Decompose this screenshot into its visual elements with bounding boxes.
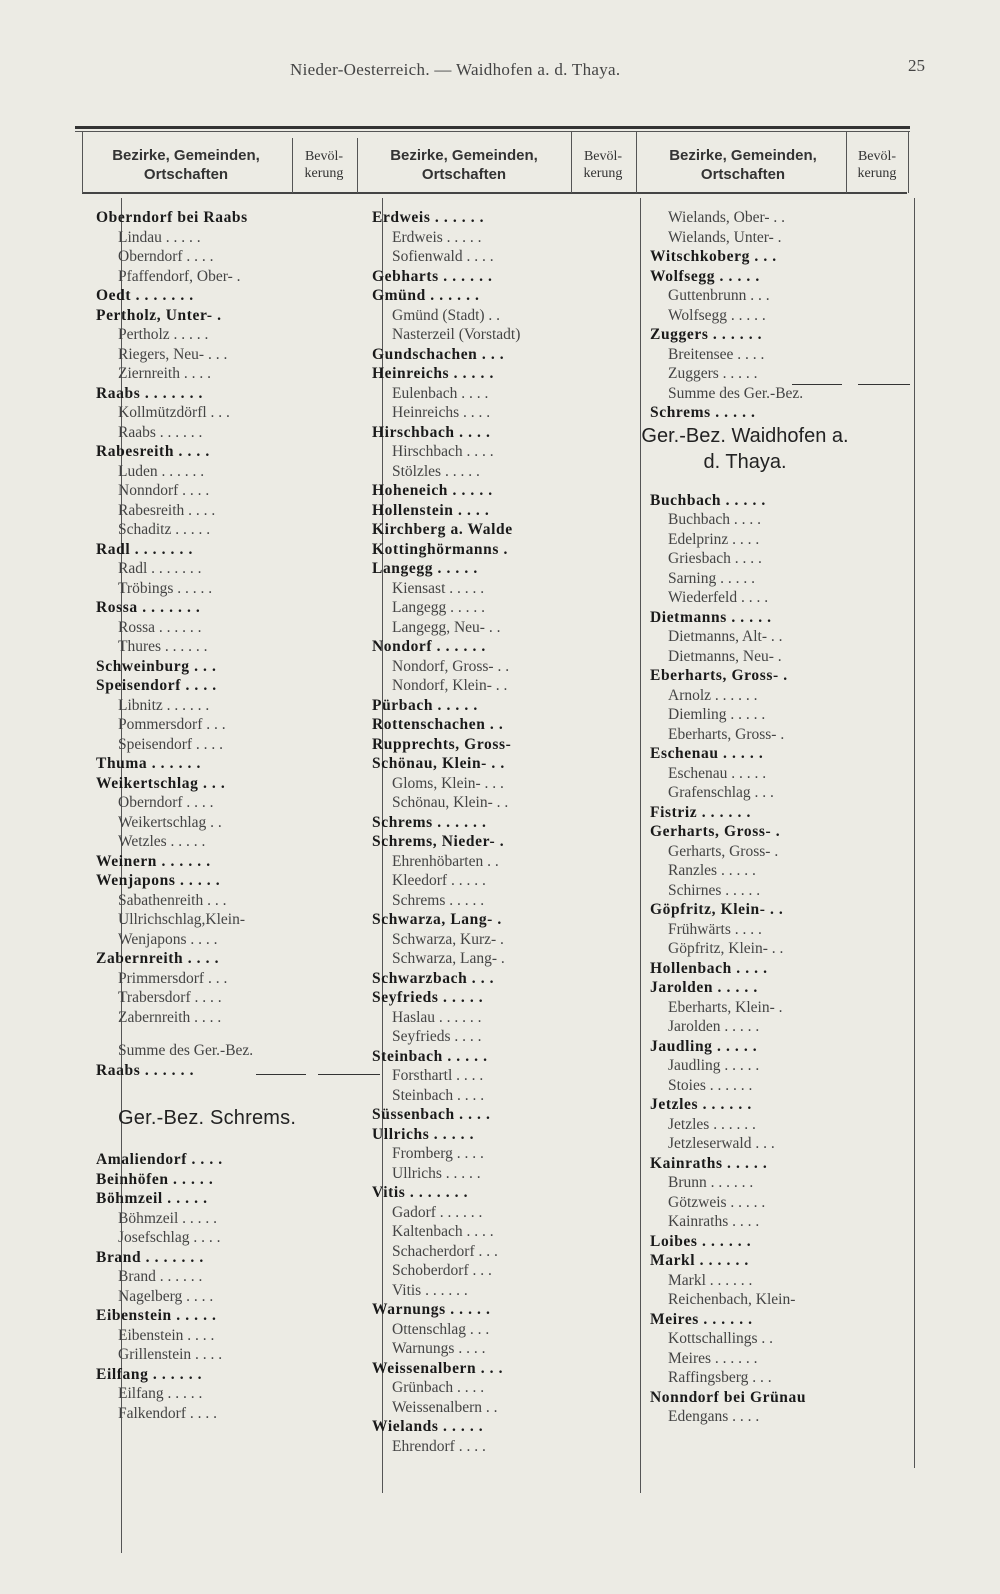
place-header-line2: Ortschaften bbox=[421, 166, 507, 183]
column-divider bbox=[357, 138, 358, 193]
pop-header-line1: Bevöl- bbox=[583, 149, 623, 164]
municipality-name: Göpfritz, Klein- . . bbox=[650, 901, 784, 918]
sum-rule bbox=[792, 384, 842, 385]
municipality-name: Eberharts, Gross- . bbox=[650, 667, 788, 684]
pop-header-col3 bbox=[846, 140, 908, 190]
place-name: Nondorf, Gross- . . bbox=[392, 657, 510, 675]
place-name: Luden . . . . . . bbox=[118, 462, 205, 480]
place-name: Rossa . . . . . . bbox=[118, 618, 202, 636]
municipality-name: Weissenalbern . . . bbox=[372, 1359, 504, 1377]
place-name: Schrems . . . . . bbox=[392, 891, 485, 909]
place-name: Ehrendorf . . . . bbox=[392, 1437, 486, 1455]
place-name: Wielands, Ober- . . bbox=[668, 209, 785, 226]
place-name: Hirschbach . . . . bbox=[392, 443, 494, 460]
place-name: Eilfang . . . . . bbox=[118, 1385, 203, 1402]
place-name: Wetzles . . . . . bbox=[118, 833, 206, 850]
place-name: Schwarza, Kurz- . bbox=[392, 930, 504, 948]
place-name: Pertholz . . . . . bbox=[118, 326, 209, 343]
place-name: Frühwärts . . . . bbox=[668, 920, 762, 938]
place-name: Seyfrieds . . . . bbox=[392, 1028, 482, 1045]
place-header-line1: Bezirke, Gemeinden, bbox=[669, 147, 817, 164]
municipality-name: Jetzles . . . . . . bbox=[650, 1096, 752, 1113]
column-divider bbox=[82, 131, 83, 193]
column-divider bbox=[846, 131, 847, 193]
pop-header-line2: kerung bbox=[583, 166, 623, 181]
municipality-name: Böhmzeil . . . . . bbox=[96, 1190, 208, 1207]
municipality-name: Dietmanns . . . . . bbox=[650, 608, 772, 626]
place-name: Falkendorf . . . . bbox=[118, 1404, 218, 1422]
place-name: Speisendorf . . . . bbox=[118, 735, 224, 753]
place-name: Götzweis . . . . . bbox=[668, 1193, 766, 1211]
place-name: Griesbach . . . . bbox=[668, 550, 762, 567]
municipality-name: Heinreichs . . . . . bbox=[372, 365, 494, 382]
municipality-name: Schrems . . . . . bbox=[650, 404, 756, 421]
municipality-name: Zuggers . . . . . . bbox=[650, 326, 763, 343]
place-name: Reichenbach, Klein- bbox=[668, 1291, 796, 1308]
place-name: Radl . . . . . . . bbox=[118, 560, 202, 577]
place-name: Jetzleserwald . . . bbox=[668, 1135, 775, 1152]
municipality-name: Erdweis . . . . . . bbox=[372, 209, 485, 226]
municipality-name: Schrems, Nieder- . bbox=[372, 833, 505, 850]
municipality-name: Gmünd . . . . . . bbox=[372, 287, 480, 304]
municipality-name: Speisendorf . . . . bbox=[96, 677, 217, 694]
place-name: Schwarza, Lang- . bbox=[392, 950, 505, 967]
place-name: Riegers, Neu- . . . bbox=[118, 345, 228, 363]
place-name: Nonndorf . . . . bbox=[118, 482, 210, 499]
place-name: Heinreichs . . . . bbox=[392, 404, 491, 421]
municipality-name: Fistriz . . . . . . bbox=[650, 803, 751, 821]
place-name: Sofienwald . . . . bbox=[392, 248, 494, 265]
place-name: Wolfsegg . . . . . bbox=[668, 306, 766, 324]
municipality-name: Brand . . . . . . . bbox=[96, 1248, 204, 1266]
place-name: Ranzles . . . . . bbox=[668, 862, 756, 879]
sum-rule bbox=[256, 1074, 306, 1075]
municipality-name: Hirschbach . . . . bbox=[372, 423, 491, 441]
place-name: Langegg, Neu- . . bbox=[392, 618, 501, 636]
municipality-name: Markl . . . . . . bbox=[650, 1252, 749, 1269]
place-name: Josefschlag . . . . bbox=[118, 1229, 221, 1246]
place-header-col3 bbox=[640, 140, 846, 190]
place-name: Wenjapons . . . . bbox=[118, 930, 218, 948]
place-name: Eberharts, Gross- . bbox=[668, 725, 785, 743]
municipality-name: Wielands . . . . . bbox=[372, 1418, 484, 1435]
place-name: Ger.-Bez. Schrems. bbox=[118, 1107, 297, 1129]
place-name: Oberndorf . . . . bbox=[118, 248, 214, 265]
municipality-name: Hollenbach . . . . bbox=[650, 959, 768, 977]
municipality-name: Steinbach . . . . . bbox=[372, 1047, 488, 1065]
place-name: Trabersdorf . . . . bbox=[118, 989, 222, 1006]
place-name: Pfaffendorf, Ober- . bbox=[118, 267, 241, 285]
place-name: Gloms, Klein- . . . bbox=[392, 774, 504, 792]
place-name: Schönau, Klein- . . bbox=[392, 794, 509, 811]
municipality-name: Oberndorf bei Raabs bbox=[96, 209, 248, 226]
place-name: Tröbings . . . . . bbox=[118, 579, 213, 597]
place-name: Wiederfeld . . . . bbox=[668, 589, 769, 606]
place-name: Vitis . . . . . . bbox=[392, 1281, 468, 1299]
municipality-name: Amaliendorf . . . . bbox=[96, 1151, 223, 1168]
place-name: Forsthartl . . . . bbox=[392, 1067, 484, 1084]
municipality-name: Pürbach . . . . . bbox=[372, 696, 478, 714]
place-header-line1: Bezirke, Gemeinden, bbox=[112, 147, 260, 164]
place-name: Schoberdorf . . . bbox=[392, 1262, 492, 1279]
place-name: Meires . . . . . . bbox=[668, 1349, 758, 1367]
place-name: Schaditz . . . . . bbox=[118, 521, 211, 538]
place-name: Gerharts, Gross- . bbox=[668, 842, 779, 860]
municipality-name: Raabs . . . . . . . bbox=[96, 384, 203, 402]
running-title: Nieder-Oesterreich. — Waidhofen a. d. Thaya. bbox=[290, 60, 621, 79]
place-name: Nasterzeil (Vorstadt) bbox=[392, 326, 521, 343]
sum-rule bbox=[318, 1074, 380, 1075]
municipality-name: Thuma . . . . . . bbox=[96, 755, 201, 772]
column-divider bbox=[571, 131, 572, 193]
place-header-col2 bbox=[360, 140, 568, 190]
place-name: Kiensast . . . . . bbox=[392, 579, 485, 597]
place-name: Dietmanns, Alt- . . bbox=[668, 628, 783, 645]
municipality-name: Loibes . . . . . . bbox=[650, 1232, 752, 1250]
municipality-name: Beinhöfen . . . . . bbox=[96, 1170, 214, 1188]
place-name: Thures . . . . . . bbox=[118, 638, 208, 655]
place-name: Oberndorf . . . . bbox=[118, 794, 214, 811]
place-header-line2: Ortschaften bbox=[700, 166, 786, 183]
municipality-name: Schwarzbach . . . bbox=[372, 969, 495, 987]
column-divider bbox=[640, 198, 641, 1493]
column-divider bbox=[914, 198, 915, 1468]
municipality-name: Schwarza, Lang- . bbox=[372, 911, 502, 928]
place-name: Ziernreith . . . . bbox=[118, 365, 211, 382]
place-name: Fromberg . . . . bbox=[392, 1145, 484, 1162]
place-name: Wielands, Unter- . bbox=[668, 228, 782, 246]
municipality-name: Witschkoberg . . . bbox=[650, 248, 777, 265]
pop-header-col2 bbox=[570, 140, 636, 190]
table-top-rule bbox=[75, 126, 910, 129]
pop-header-line2: kerung bbox=[857, 166, 897, 181]
place-name: Summe des Ger.-Bez. bbox=[118, 1042, 254, 1059]
municipality-name: Nonndorf bei Grünau bbox=[650, 1388, 807, 1406]
place-name: Haslau . . . . . . bbox=[392, 1008, 482, 1026]
municipality-name: Rottenschachen . . bbox=[372, 716, 504, 733]
place-name: Diemling . . . . . bbox=[668, 706, 766, 723]
place-header-line1: Bezirke, Gemeinden, bbox=[390, 147, 538, 164]
municipality-name: Süssenbach . . . . bbox=[372, 1106, 491, 1123]
place-name: Gmünd (Stadt) . . bbox=[392, 306, 501, 324]
place-name: Pommersdorf . . . bbox=[118, 716, 226, 733]
place-name: Buchbach . . . . bbox=[668, 511, 761, 528]
municipality-name: Gundschachen . . . bbox=[372, 345, 505, 363]
place-name: Edelprinz . . . . bbox=[668, 530, 760, 548]
place-name: Ullrichschlag,Klein- bbox=[118, 911, 245, 928]
place-name: Kaltenbach . . . . bbox=[392, 1223, 494, 1240]
column-divider bbox=[292, 138, 293, 193]
place-header-col1 bbox=[82, 140, 290, 190]
municipality-name: Ullrichs . . . . . bbox=[372, 1125, 475, 1143]
municipality-name: Weikertschlag . . . bbox=[96, 774, 226, 792]
municipality-name: Eschenau . . . . . bbox=[650, 745, 764, 762]
municipality-name: Jarolden . . . . . bbox=[650, 979, 758, 996]
place-name: Gadorf . . . . . . bbox=[392, 1203, 483, 1221]
municipality-name: Warnungs . . . . . bbox=[372, 1301, 491, 1318]
place-name: Brand . . . . . . bbox=[118, 1268, 203, 1285]
place-name: Eberharts, Klein- . bbox=[668, 998, 783, 1016]
municipality-name: Nondorf . . . . . . bbox=[372, 638, 486, 655]
place-name: Breitensee . . . . bbox=[668, 345, 765, 363]
municipality-name: Eibenstein . . . . . bbox=[96, 1307, 217, 1324]
place-name: Nagelberg . . . . bbox=[118, 1287, 214, 1305]
pop-header-line1: Bevöl- bbox=[857, 149, 897, 164]
place-name: Stölzles . . . . . bbox=[392, 462, 480, 480]
place-name: Nondorf, Klein- . . bbox=[392, 677, 508, 694]
municipality-name: Kirchberg a. Walde bbox=[372, 521, 513, 538]
pop-header-line1: Bevöl- bbox=[304, 149, 344, 164]
place-name: Guttenbrunn . . . bbox=[668, 287, 770, 304]
sum-rule bbox=[858, 384, 910, 385]
place-name: Brunn . . . . . . bbox=[668, 1174, 754, 1191]
municipality-name: Kottinghörmanns . bbox=[372, 540, 508, 558]
municipality-name: Hoheneich . . . . . bbox=[372, 482, 493, 499]
header-bottom-rule bbox=[82, 192, 907, 194]
place-name: Weikertschlag . . bbox=[118, 813, 222, 831]
place-name: Rabesreith . . . . bbox=[118, 501, 216, 519]
place-name: Primmersdorf . . . bbox=[118, 969, 228, 987]
place-name: Göpfritz, Klein- . . bbox=[668, 940, 784, 957]
place-name: Kainraths . . . . bbox=[668, 1213, 760, 1230]
municipality-name: Schrems . . . . . . bbox=[372, 813, 487, 831]
place-name: Edengans . . . . bbox=[668, 1408, 760, 1425]
place-name: Schacherdorf . . . bbox=[392, 1242, 498, 1260]
page-header bbox=[0, 56, 1000, 90]
place-name: Summe des Ger.-Bez. bbox=[668, 384, 804, 402]
place-name: Stoies . . . . . . bbox=[668, 1076, 753, 1094]
place-name: Dietmanns, Neu- . bbox=[668, 647, 782, 665]
place-name: Zabernreith . . . . bbox=[118, 1008, 222, 1026]
column-divider bbox=[908, 131, 909, 193]
place-name: Weissenalbern . . bbox=[392, 1398, 498, 1416]
place-name: Raabs . . . . . . bbox=[118, 423, 203, 441]
place-name: Steinbach . . . . bbox=[392, 1086, 485, 1104]
municipality-name: Weinern . . . . . . bbox=[96, 852, 211, 870]
place-name: Eulenbach . . . . bbox=[392, 384, 489, 402]
place-name: Langegg . . . . . bbox=[392, 599, 485, 616]
place-name: Jaudling . . . . . bbox=[668, 1057, 760, 1074]
place-name: Erdweis . . . . . bbox=[392, 228, 482, 246]
place-name: Ehrenhöbarten . . bbox=[392, 852, 499, 870]
page-number: 25 bbox=[908, 56, 925, 75]
place-name: Kottschallings . . bbox=[668, 1330, 774, 1347]
pop-header-col1 bbox=[292, 140, 356, 190]
municipality-name: Seyfrieds . . . . . bbox=[372, 989, 484, 1006]
municipality-name: Raabs . . . . . . bbox=[96, 1061, 195, 1079]
place-name: Lindau . . . . . bbox=[118, 228, 201, 246]
place-name: Eschenau . . . . . bbox=[668, 764, 767, 782]
municipality-name: Kainraths . . . . . bbox=[650, 1154, 768, 1172]
place-name: Grillenstein . . . . bbox=[118, 1346, 223, 1363]
municipality-name: Oedt . . . . . . . bbox=[96, 287, 194, 304]
municipality-name: Langegg . . . . . bbox=[372, 560, 478, 577]
place-name: Ullrichs . . . . . bbox=[392, 1164, 481, 1182]
place-name: Ger.-Bez. Waidhofen a. d. Thaya. bbox=[641, 424, 849, 473]
municipality-name: Gebharts . . . . . . bbox=[372, 267, 493, 285]
place-name: Arnolz . . . . . . bbox=[668, 686, 758, 704]
place-name: Böhmzeil . . . . . bbox=[118, 1209, 218, 1227]
municipality-name: Jaudling . . . . . bbox=[650, 1037, 758, 1055]
municipality-name: Schweinburg . . . bbox=[96, 657, 217, 675]
municipality-name: Eilfang . . . . . . bbox=[96, 1365, 203, 1383]
place-name: Warnungs . . . . bbox=[392, 1340, 486, 1357]
place-name: Grafenschlag . . . bbox=[668, 784, 774, 801]
municipality-name: Zabernreith . . . . bbox=[96, 950, 220, 967]
place-name: Ottenschlag . . . bbox=[392, 1320, 490, 1338]
municipality-name: Rupprechts, Gross- bbox=[372, 735, 512, 753]
place-name: Sabathenreith . . . bbox=[118, 891, 227, 909]
place-name: Zuggers . . . . . bbox=[668, 365, 758, 382]
column-divider bbox=[636, 131, 637, 193]
municipality-name: Wolfsegg . . . . . bbox=[650, 267, 760, 285]
pop-header-line2: kerung bbox=[304, 166, 344, 181]
municipality-name: Buchbach . . . . . bbox=[650, 491, 766, 509]
place-name: Raffingsberg . . . bbox=[668, 1369, 772, 1386]
place-name: Jetzles . . . . . . bbox=[668, 1115, 756, 1133]
municipality-name: Rossa . . . . . . . bbox=[96, 599, 201, 616]
table-top-rule-thin bbox=[75, 131, 910, 132]
place-name: Kollmützdörfl . . . bbox=[118, 404, 230, 421]
municipality-name: Schönau, Klein- . . bbox=[372, 755, 505, 772]
place-name: Sarning . . . . . bbox=[668, 569, 755, 587]
municipality-name: Hollenstein . . . . bbox=[372, 501, 490, 519]
place-name: Grünbach . . . . bbox=[392, 1379, 485, 1396]
municipality-name: Rabesreith . . . . bbox=[96, 443, 210, 460]
municipality-name: Pertholz, Unter- . bbox=[96, 306, 222, 324]
place-name: Markl . . . . . . bbox=[668, 1271, 753, 1289]
municipality-name: Vitis . . . . . . . bbox=[372, 1184, 469, 1201]
place-name: Schirnes . . . . . bbox=[668, 881, 761, 899]
place-name: Jarolden . . . . . bbox=[668, 1018, 760, 1035]
place-header-line2: Ortschaften bbox=[143, 166, 229, 183]
municipality-name: Meires . . . . . . bbox=[650, 1310, 753, 1328]
municipality-name: Wenjapons . . . . . bbox=[96, 872, 221, 889]
place-name: Eibenstein . . . . bbox=[118, 1326, 215, 1344]
municipality-name: Gerharts, Gross- . bbox=[650, 823, 781, 840]
municipality-name: Radl . . . . . . . bbox=[96, 540, 193, 558]
place-name: Kleedorf . . . . . bbox=[392, 872, 486, 889]
place-name: Libnitz . . . . . . bbox=[118, 696, 210, 714]
